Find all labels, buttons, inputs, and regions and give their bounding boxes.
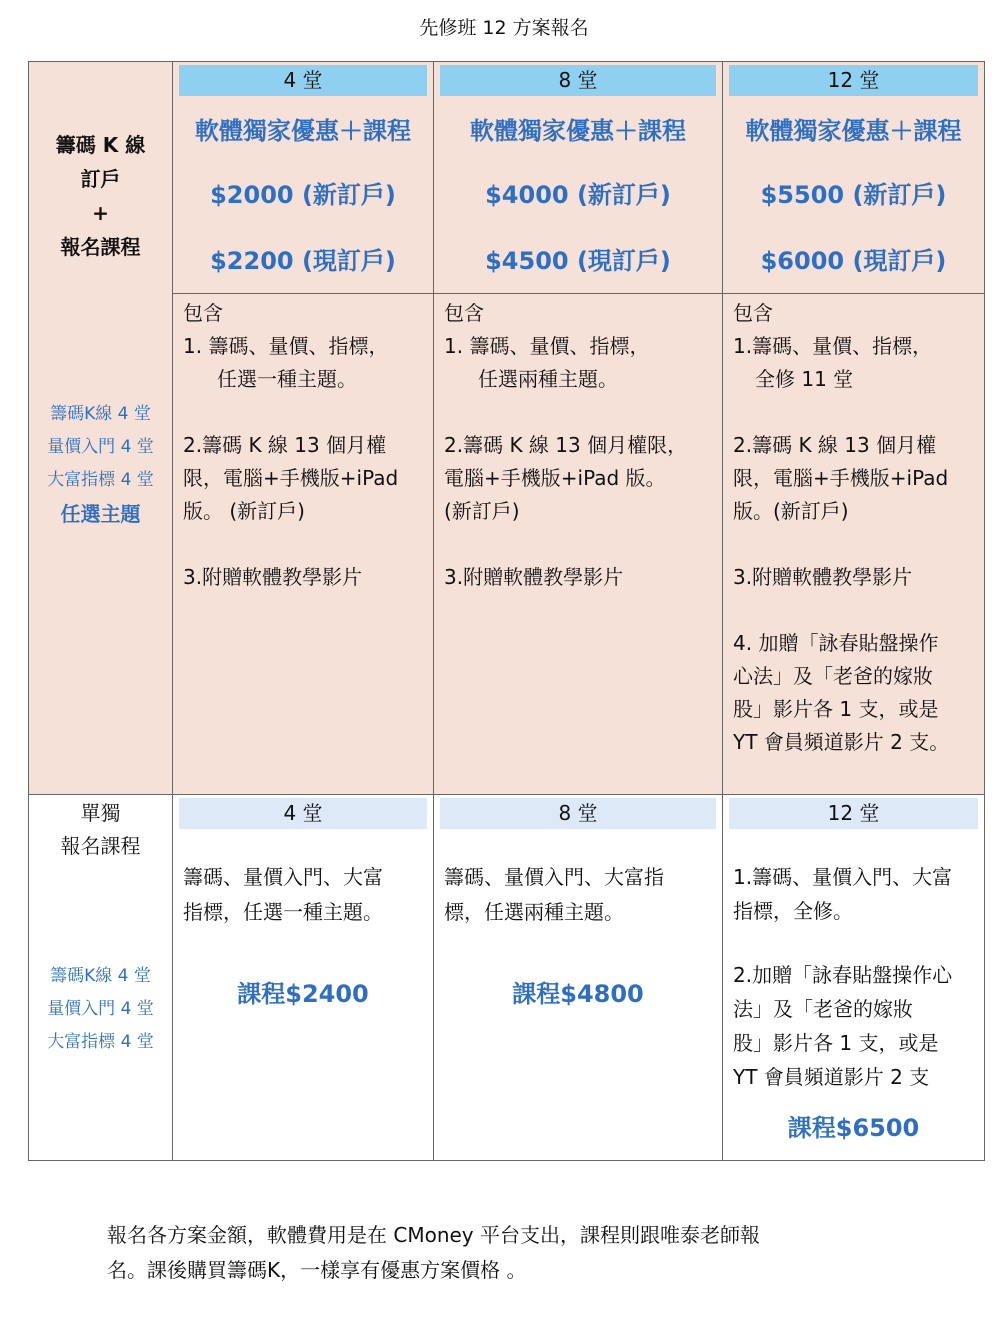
price-new-subscriber: $5500 (新訂戶): [760, 181, 947, 209]
single-desc-line: 法」及「老爸的嫁妝: [733, 997, 913, 1021]
detail-line: 版。 (新訂戶): [183, 499, 305, 523]
bundle-label-line3: +: [92, 201, 109, 225]
bundle-topic: 量價入門 4 堂: [47, 437, 154, 457]
detail-line: 2.籌碼 K 線 13 個月權: [183, 433, 387, 457]
single-desc-line: 指標，全修。: [733, 899, 853, 923]
bundle-topic: 大富指標 4 堂: [47, 470, 154, 490]
includes-label: 包含: [733, 301, 773, 325]
plans-table: [28, 61, 985, 1161]
price-current-subscriber: $4500 (現訂戶): [485, 247, 671, 275]
single-plan-12-cell: [723, 795, 985, 1161]
detail-line: 3.附贈軟體教學影片: [183, 565, 363, 589]
single-label-line1: 單獨: [80, 801, 121, 825]
detail-line: 任選一種主題。: [217, 367, 357, 391]
single-plan-header: 8 堂: [440, 798, 716, 829]
detail-line: (新訂戶): [444, 499, 520, 523]
price-new-subscriber: $2000 (新訂戶): [210, 181, 396, 209]
detail-line: 3.附贈軟體教學影片: [444, 565, 624, 589]
bundle-plan-header: 12 堂: [729, 65, 978, 96]
detail-line: 1.籌碼、量價、指標，: [733, 334, 933, 358]
single-desc-line: YT 會員頻道影片 2 支: [733, 1065, 930, 1089]
promo-text: 軟體獨家優惠＋課程: [470, 117, 686, 145]
bundle-choose-topic: 任選主題: [60, 502, 141, 526]
bundle-plan-12-price-cell: [723, 62, 985, 294]
price-new-subscriber: $4000 (新訂戶): [485, 181, 671, 209]
detail-line: 限，電腦+手機版+iPad: [183, 466, 399, 490]
single-topic: 籌碼K線 4 堂: [50, 966, 151, 986]
detail-line: 2.籌碼 K 線 13 個月權: [733, 433, 937, 457]
bundle-label-line1: 籌碼 K 線: [55, 133, 146, 157]
promo-text: 軟體獨家優惠＋課程: [195, 117, 411, 145]
single-desc-line: 籌碼、量價入門、大富指: [444, 865, 664, 889]
detail-line: 3.附贈軟體教學影片: [733, 565, 913, 589]
includes-label: 包含: [183, 301, 223, 325]
includes-label: 包含: [444, 301, 484, 325]
bundle-plan-4-price-cell: [173, 62, 434, 294]
bundle-plan-8-price-cell: [434, 62, 723, 294]
bundle-plan-header: 8 堂: [440, 65, 716, 96]
detail-line: 4. 加贈「詠春貼盤操作: [733, 631, 939, 655]
bundle-plan-8-details: [434, 294, 723, 795]
price-current-subscriber: $2200 (現訂戶): [210, 247, 396, 275]
single-label-line2: 報名課程: [60, 834, 141, 858]
detail-line: 股」影片各 1 支，或是: [733, 697, 939, 721]
footer-line: 報名各方案金額，軟體費用是在 CMoney 平台支出，課程則跟唯泰老師報: [107, 1223, 760, 1247]
single-label-cell: [29, 795, 173, 1161]
price-current-subscriber: $6000 (現訂戶): [760, 247, 947, 275]
single-desc-line: 籌碼、量價入門、大富: [183, 865, 383, 889]
page-title: 先修班 12 方案報名: [419, 17, 589, 39]
single-plan-header: 4 堂: [179, 798, 427, 829]
detail-line: 版。(新訂戶): [733, 499, 849, 523]
bundle-plan-header: 4 堂: [179, 65, 427, 96]
single-desc-line: 股」影片各 1 支，或是: [733, 1031, 939, 1055]
single-desc-line: 指標，任選一種主題。: [183, 900, 383, 924]
single-desc-line: 標，任選兩種主題。: [444, 900, 624, 924]
detail-line: 全修 11 堂: [755, 367, 854, 391]
detail-line: 任選兩種主題。: [478, 367, 618, 391]
detail-line: 2.籌碼 K 線 13 個月權限，: [444, 433, 688, 457]
single-desc-line: 1.籌碼、量價入門、大富: [733, 865, 953, 889]
bundle-label-cell: [29, 62, 173, 795]
single-plan-header: 12 堂: [729, 798, 978, 829]
course-price: 課程$6500: [787, 1114, 920, 1142]
course-price: 課程$4800: [512, 980, 644, 1008]
bundle-label-line2: 訂戶: [80, 167, 121, 191]
single-plan-8-cell: [434, 795, 723, 1161]
detail-line: 1. 籌碼、量價、指標，: [183, 334, 389, 358]
promo-text: 軟體獨家優惠＋課程: [745, 117, 962, 145]
course-price: 課程$2400: [237, 980, 369, 1008]
single-topic: 量價入門 4 堂: [47, 999, 154, 1019]
bundle-label-line4: 報名課程: [60, 235, 141, 259]
footer-line: 名。課後購買籌碼K，一樣享有優惠方案價格 。: [107, 1258, 527, 1282]
detail-line: 1. 籌碼、量價、指標，: [444, 334, 650, 358]
detail-line: 限，電腦+手機版+iPad: [733, 466, 949, 490]
bundle-topic: 籌碼K線 4 堂: [50, 404, 151, 424]
detail-line: 電腦+手機版+iPad 版。: [444, 466, 666, 490]
single-topic: 大富指標 4 堂: [47, 1032, 154, 1052]
bundle-plan-4-details: [173, 294, 434, 795]
single-desc-line: 2.加贈「詠春貼盤操作心: [733, 963, 953, 987]
single-plan-4-cell: [173, 795, 434, 1161]
detail-line: YT 會員頻道影片 2 支。: [733, 730, 950, 754]
footer-note: [107, 1218, 867, 1288]
bundle-plan-12-details: [723, 294, 985, 795]
detail-line: 心法」及「老爸的嫁妝: [733, 664, 933, 688]
